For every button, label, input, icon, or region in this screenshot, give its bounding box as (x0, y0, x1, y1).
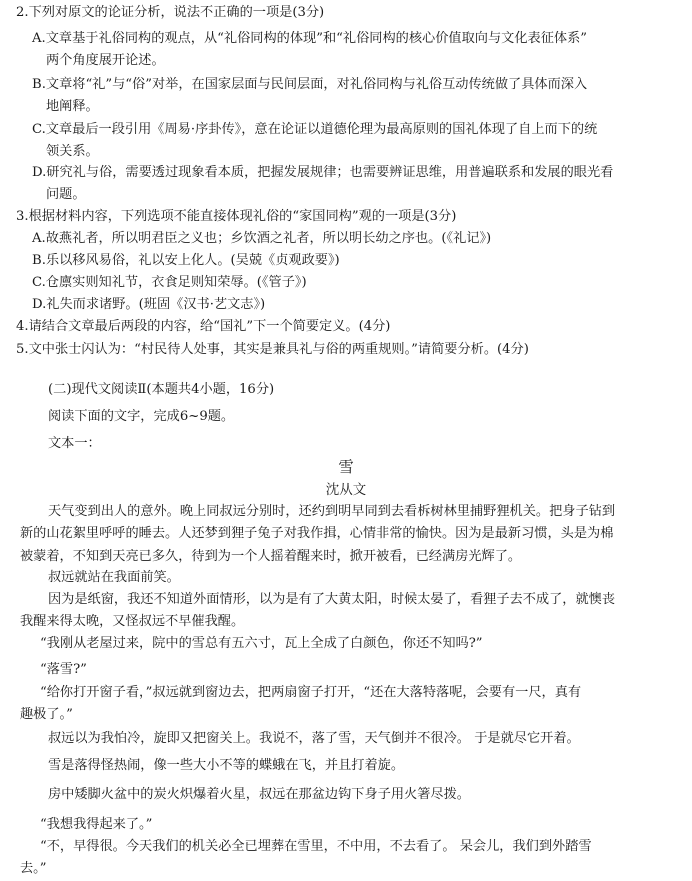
question-2-stem: 2.下列对原文的论证分析，说法不正确的一项是(3分) (16, 5, 325, 20)
story-paragraph-6: “给你打开窗子看，”叔远就到窗边去，把两扇窗子打开，“还在大落特落呢，会要有一尺，真有 趣极了。” (20, 685, 582, 723)
question-2-option-c: C.文章最后一段引用《周易·序卦传》，意在论证以道德伦理为最高原则的国礼体现了自上而下的统 领关系。 (32, 122, 598, 160)
question-3-option-d: D.礼失而求诸野。(班固《汉书·艺文志》) (32, 297, 266, 312)
story-paragraph-9: 房中矮脚火盆中的炭火炽爆着火星，叔远在那盆边钩下身子用火箸尽拨。 (48, 787, 470, 802)
story-paragraph-10: “我想我得起来了。” (40, 817, 153, 832)
question-3-stem: 3.根据材料内容，下列选项不能直接体现礼俗的“家国同构”观的一项是(3分) (16, 209, 457, 224)
story-paragraph-11: “不，早得很。今天我们的机关必全已埋葬在雪里，不中用，不去看了。 呆会儿，我们到外踏雪 去。” (20, 839, 592, 877)
section-instruction: 阅读下面的文字，完成6~9题。 (48, 409, 235, 424)
story-paragraph-2: 叔远就站在我面前笑。 (48, 570, 180, 585)
story-title: 雪 (338, 458, 354, 476)
story-paragraph-5: “落雪?” (40, 662, 87, 677)
question-3-option-c: C.仓廪实则知礼节，衣食足则知荣辱。(《管子》) (32, 275, 307, 290)
question-3-option-a: A.故燕礼者，所以明君臣之义也；乡饮酒之礼者，所以明长幼之序也。(《礼记》) (32, 231, 492, 246)
section-heading: (二)现代文阅读Ⅱ(本题共4小题，16分) (48, 382, 275, 397)
question-4: 4.请结合文章最后两段的内容，给“国礼”下一个简要定义。(4分) (16, 319, 391, 334)
question-2-option-a: A.文章基于礼俗同构的观点，从“礼俗同构的体现”和“礼俗同构的核心价值取向与文化表征体系” 两个角度展开论述。 (32, 31, 587, 69)
story-paragraph-8: 雪是落得怪热闹，像一些大小不等的蝶蛾在飞，并且打着旋。 (48, 758, 405, 773)
story-paragraph-1: 天气变到出人的意外。晚上同叔远分别时，还约到明早同到去看柝树林里捕野狸机关。把身子钻到 新的山花絮里呼呼的睡去。人还梦到狸子兔子对我作揖，心情非常的愉快。因为是最新习惯，头是为棉 被蒙着，不知到天亮已多久，待到为一个人摇着醒来时，掀开被看，已经满房光辉了。 (20, 504, 616, 564)
question-3-option-b: B.乐以移风易俗，礼以安上化人。(吴兢《贞观政要》) (32, 253, 340, 268)
question-5: 5.文中张士闪认为：“村民待人处事，其实是兼具礼与俗的两重规则。”请简要分析。(4分) (16, 342, 529, 357)
story-paragraph-7: 叔远以为我怕冷，旋即又把窗关上。我说不，落了雪，天气倒并不很冷。 于是就尽它开着。 (48, 731, 580, 746)
story-paragraph-4: “我刚从老屋过来，院中的雪总有五六寸，瓦上全成了白颜色，你还不知吗?” (40, 636, 483, 651)
question-2-option-b: B.文章将“礼”与“俗”对举，在国家层面与民间层面，对礼俗同构与礼俗互动传统做了具体而深入 地阐释。 (32, 77, 588, 115)
story-author: 沈从文 (325, 482, 367, 498)
text-label: 文本一： (48, 436, 101, 451)
story-paragraph-3: 因为是纸窗，我还不知道外面情形，以为是有了大黄太阳，时候太晏了，看狸子去不成了，就懊丧 我醒来得太晚，又怪叔远不早催我醒。 (20, 592, 616, 630)
question-2-option-d: D.研究礼与俗，需要透过现象看本质，把握发展规律；也需要辨证思维，用普遍联系和发展的眼光看 问题。 (32, 165, 614, 203)
